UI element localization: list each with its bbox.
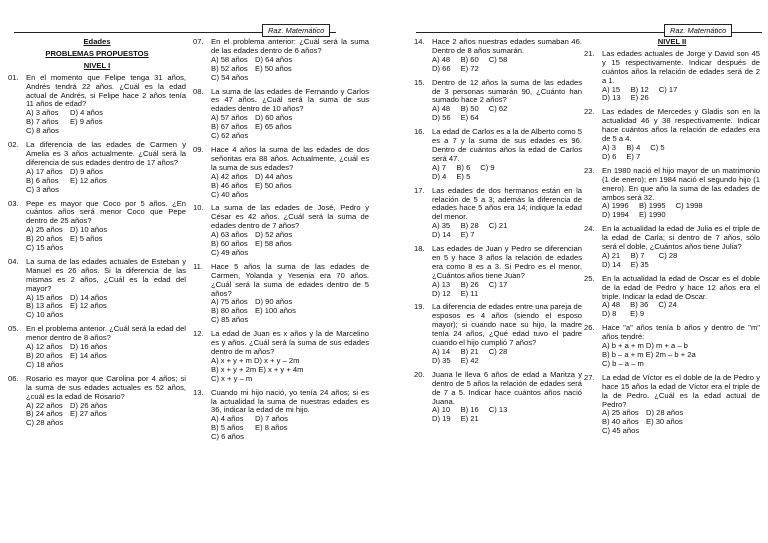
question-item — [8, 258, 186, 320]
question-item — [414, 187, 582, 240]
answer-option: A) b + a + m D) m + a – b — [602, 341, 688, 351]
answer-option: B) 4 — [626, 142, 641, 152]
question-text: Dentro de 12 años la suma de las edades de 3 personas sumarán 90, ¿Cuánto han sumado hace 2 años? — [432, 77, 582, 105]
question-item — [193, 146, 369, 199]
question-body — [211, 88, 369, 141]
answer-option: D) 10 años — [70, 225, 108, 235]
question-list — [193, 38, 369, 442]
answer-option: D) 4 años — [70, 108, 103, 118]
question-text: La suma de las edades de José, Pedro y César es 42 años. ¿Cuál será la suma de edades dentro de 7 años? — [211, 203, 369, 231]
answer-option: E) 5 años — [70, 234, 103, 244]
answer-option: D) 28 años — [646, 408, 684, 418]
question-body — [602, 225, 760, 270]
question-number: 18. — [414, 244, 425, 254]
answer-options — [602, 202, 760, 220]
question-number: 12. — [193, 329, 204, 339]
question-number: 16. — [414, 127, 425, 137]
question-item — [584, 324, 760, 369]
answer-option: B) 50 — [460, 104, 479, 114]
answer-option: A) 7 — [432, 162, 446, 172]
answer-options — [432, 56, 582, 74]
answer-options — [211, 357, 369, 384]
answer-option: B) 6 — [456, 162, 471, 172]
answer-options — [26, 343, 186, 370]
question-text: Las edades de Mercedes y Gladis son en la actualidad 46 y 38 respectivamente. Indicar hace cuántos años la relación de edades era de 5 a 4. — [602, 107, 760, 144]
header-tag: Raz. Matemático — [262, 24, 330, 37]
answer-option: A) 42 años — [211, 171, 248, 181]
answer-option: D) 14 años — [70, 292, 108, 302]
answer-option: E) 64 — [460, 113, 479, 123]
question-item — [193, 389, 369, 442]
question-item — [584, 167, 760, 220]
question-item — [193, 263, 369, 325]
question-text: La edad de Víctor es el doble de la de Pedro y hace 15 años la edad de Víctor era el triple de la de Pedro. ¿Cuál es la edad actual de Pedro? — [602, 372, 760, 409]
question-text: La suma de las edades actuales de Esteban y Manuel es 26 años. Si la diferencia de las mismas es 2 años, ¿Cuál es la edad del mayor? — [26, 256, 186, 293]
answer-option: B) 52 años — [211, 63, 248, 73]
question-number: 21. — [584, 48, 595, 58]
header-tag: Raz. Matemático — [664, 24, 732, 37]
question-number: 03. — [8, 198, 19, 208]
answer-option: A) 57 años — [211, 113, 248, 123]
question-body — [602, 50, 760, 103]
answer-option: B) 80 años — [211, 306, 248, 316]
answer-option: C) 13 — [488, 405, 508, 415]
question-body — [432, 371, 582, 424]
answer-option: D) 26 años — [70, 400, 108, 410]
answer-option: A) 14 — [432, 347, 451, 356]
question-item — [584, 108, 760, 161]
question-item — [584, 374, 760, 436]
question-body — [602, 167, 760, 220]
answer-options — [211, 56, 369, 83]
answer-option: C) 28 — [488, 347, 508, 356]
answer-option: B) 24 años — [26, 409, 63, 419]
answer-options — [602, 409, 760, 436]
right-page — [384, 0, 768, 543]
answer-option: D) 8 — [602, 309, 617, 319]
answer-option: C) 85 años — [211, 315, 249, 325]
question-item — [193, 38, 369, 83]
question-number: 27. — [584, 372, 595, 382]
answer-option: A) 3 años — [26, 108, 59, 118]
answer-option: D) 4 — [432, 171, 447, 181]
answer-option: D) 90 años — [255, 297, 293, 307]
answer-option: D) 64 años — [255, 54, 293, 64]
question-list — [8, 74, 186, 429]
answer-option: D) 12 — [432, 288, 451, 298]
answer-option: B) 60 — [460, 54, 479, 64]
answer-option: D) 6 — [602, 151, 617, 161]
answer-option: A) 13 — [432, 279, 451, 289]
question-text: Las edades de dos hermanos están en la relación de 5 a 3; además la diferencia de edades hace 5 años era 14; indique la edad del menor. — [432, 185, 582, 222]
answer-options — [602, 301, 760, 319]
answer-option: E) 30 años — [646, 417, 683, 427]
question-item — [584, 225, 760, 270]
answer-option: C) 6 años — [211, 432, 244, 442]
answer-option: E) 72 — [460, 63, 479, 73]
question-text: La diferencia de edades entre una pareja de esposos es 4 años (siendo el esposo mayor); si cuando nace su hijo, la madre tenía 24 años, ¿Qué edad tuvo el padre cuando el hijo cumplió 7 años? — [432, 302, 582, 348]
answer-option: B) 7 — [630, 250, 645, 260]
question-body — [211, 389, 369, 442]
answer-option: D) 44 años — [255, 171, 293, 181]
question-body — [26, 141, 186, 194]
answer-option: A) 15 — [602, 84, 621, 94]
answer-option: B) 40 años — [602, 417, 639, 427]
question-number: 14. — [414, 37, 425, 46]
question-body — [602, 275, 760, 320]
answer-option: D) 14 — [602, 259, 621, 269]
answer-option: D) 56 — [432, 113, 451, 123]
question-text: Juana le lleva 6 años de edad a Maritza y dentro de 5 años la relación de edades será de 7 a 5. Indicar hace cuántos años nació Juana. — [432, 369, 582, 406]
answer-option: A) 10 — [432, 405, 451, 415]
answer-option: B) 21 — [460, 347, 479, 356]
answer-option: C) 49 años — [211, 247, 249, 257]
question-list — [414, 38, 582, 424]
question-number: 04. — [8, 256, 19, 266]
answer-option: C) b – a – m — [602, 358, 644, 368]
answer-option: D) 14 — [432, 230, 451, 240]
answer-option: E) 65 años — [255, 122, 292, 132]
question-number: 10. — [193, 203, 204, 213]
answer-option: B) 20 años — [26, 351, 63, 360]
answer-options — [26, 294, 186, 321]
answer-option: C) 17 — [658, 84, 678, 94]
question-item — [584, 50, 760, 103]
question-item — [584, 275, 760, 320]
answer-option: D) 16 años — [70, 342, 108, 352]
answer-option: A) x + y + m D) x + y – 2m — [211, 355, 300, 365]
answer-options — [432, 222, 582, 240]
question-number: 11. — [193, 261, 203, 271]
answer-option: A) 1996 — [602, 201, 629, 211]
answer-options — [211, 173, 369, 200]
question-number: 23. — [584, 165, 595, 175]
question-item — [414, 245, 582, 298]
answer-option: C) 24 — [658, 300, 677, 310]
question-body — [211, 204, 369, 257]
answer-option: C) 62 — [488, 104, 508, 114]
question-body — [602, 374, 760, 436]
answer-option: A) 75 años — [211, 297, 248, 307]
answer-option: B) b – a + m E) 2m – b + 2a — [602, 350, 696, 359]
question-number: 26. — [584, 323, 595, 333]
answer-option: C) 1998 — [675, 201, 703, 211]
question-text: La edad de Juan es x años y la de Marcelino es y años. ¿Cuál será la suma de sus edades dentro de m años? — [211, 329, 369, 356]
answer-option: E) 7 — [460, 230, 475, 240]
question-item — [414, 303, 582, 365]
question-body — [432, 187, 582, 240]
question-item — [414, 38, 582, 74]
question-text: La diferencia de las edades de Carmen y Amelia es 3 años actualmente. ¿Cuál será la diferencia de sus edades dentro de 17 años? — [26, 140, 186, 167]
section-subtitle: PROBLEMAS PROPUESTOS — [45, 48, 149, 58]
answer-options — [211, 231, 369, 258]
question-body — [432, 79, 582, 124]
answer-option: D) 35 — [432, 355, 451, 365]
answer-option: A) 25 años — [602, 408, 639, 418]
question-text: Hace 5 años la suma de las edades de Carmen, Yolanda y Yesenia era 70 años. ¿Cuál será la suma de edades dentro de 5 años? — [211, 261, 369, 298]
answer-options — [602, 144, 760, 162]
answer-option: B) 28 — [460, 221, 479, 231]
answer-option: C) 8 años — [26, 126, 59, 136]
question-text: En 1980 nació el hijo mayor de un matrimonio (1 de enero); en 1984 nació el segundo hijo (1 enero). En que año la suma de las edades de ambos será 32. — [602, 165, 760, 202]
question-number: 06. — [8, 373, 19, 383]
question-text: En el problema anterior. ¿Cuál será la edad del menor dentro de 8 años? — [26, 324, 186, 343]
answer-option: E) 5 — [456, 171, 471, 181]
answer-option: E) 21 — [460, 414, 479, 424]
question-text: Las edades actuales de Jorge y David son 45 y 15 respectivamente. Indicar después de cuántos años la relación de edades será de 2 a 1. — [602, 48, 760, 85]
question-number: 05. — [8, 324, 19, 334]
answer-option: C) 5 — [650, 142, 665, 152]
answer-option: A) 48 — [432, 54, 451, 64]
answer-option: C) x + y – m — [211, 373, 253, 383]
answer-option: A) 48 — [432, 104, 451, 114]
question-text: En el momento que Felipe tenga 31 años, Andrés tendrá 22 años. ¿Cuál es la edad actual de Andrés, si Felipe hace 2 años tenía 11 años de edad? — [26, 72, 186, 109]
question-item — [193, 330, 369, 383]
answer-option: C) 18 años — [26, 359, 64, 369]
question-item — [414, 79, 582, 124]
answer-option: C) 21 — [488, 221, 508, 231]
answer-option: E) 11 — [460, 288, 479, 298]
answer-option: B) 46 años — [211, 180, 248, 190]
question-body — [26, 325, 186, 370]
question-item — [193, 204, 369, 257]
answer-option: B) 12 — [630, 84, 649, 94]
question-body — [26, 200, 186, 253]
answer-options — [211, 415, 369, 442]
question-number: 08. — [193, 86, 204, 96]
question-item — [8, 74, 186, 136]
question-number: 13. — [193, 387, 204, 397]
question-number: 02. — [8, 140, 19, 150]
question-body — [211, 263, 369, 325]
answer-option: E) 58 años — [255, 239, 292, 249]
answer-option: B) 13 años — [26, 301, 63, 311]
answer-option: D) 52 años — [255, 230, 293, 240]
question-body — [211, 38, 369, 83]
question-number: 15. — [414, 77, 425, 87]
question-text: Hace "a" años tenía b años y dentro de "m" años tendré: — [602, 323, 760, 342]
answer-option: D) 19 — [432, 414, 451, 424]
answer-option: A) 35 — [432, 221, 451, 231]
question-number: 19. — [414, 302, 425, 312]
answer-option: E) 26 — [630, 93, 649, 103]
question-body — [432, 38, 582, 74]
question-body — [211, 146, 369, 199]
answer-option: E) 35 — [630, 259, 649, 269]
question-item — [8, 325, 186, 370]
question-text: La edad de Carlos es a la de Alberto como 5 es a 7 y la suma de sus edades es 96. Dentro de cuántos años la edad de Carlos será 47. — [432, 127, 582, 163]
answer-options — [26, 168, 186, 195]
answer-option: B) x + y + 2m E) x + y + 4m — [211, 364, 304, 374]
question-item — [414, 371, 582, 424]
answer-option: C) 28 años — [26, 418, 64, 428]
answer-options — [211, 114, 369, 141]
question-text: Las edades de Juan y Pedro se diferencian en 5 y hace 3 años la relación de edades era como 8 es a 3. Si Pedro es el menor, ¿Cuántos años tiene Juan? — [432, 244, 582, 280]
answer-option: B) 26 — [460, 279, 479, 289]
answer-option: B) 67 años — [211, 122, 248, 132]
answer-option: E) 8 años — [255, 423, 288, 433]
question-item — [193, 88, 369, 141]
answer-options — [432, 164, 582, 182]
answer-option: A) 63 años — [211, 230, 248, 240]
answer-options — [602, 342, 760, 369]
answer-option: A) 58 años — [211, 54, 248, 64]
answer-option: D) 7 años — [255, 414, 288, 424]
answer-option: E) 50 años — [255, 180, 292, 190]
answer-option: B) 36 — [630, 300, 649, 310]
answer-options — [602, 252, 760, 270]
column-1 — [8, 38, 186, 433]
question-number: 24. — [584, 224, 595, 234]
question-item — [8, 200, 186, 253]
question-text: Hace 2 años nuestras edades sumaban 46. Dentro de 8 años sumarán. — [432, 37, 582, 55]
question-number: 25. — [584, 273, 595, 283]
answer-option: B) 1995 — [639, 201, 666, 211]
question-number: 07. — [193, 37, 204, 46]
answer-option: E) 9 — [630, 309, 645, 319]
column-4 — [584, 38, 760, 441]
question-body — [602, 108, 760, 161]
answer-option: D) 60 años — [255, 113, 293, 123]
answer-option: B) 5 años — [211, 423, 244, 433]
answer-option: E) 7 — [626, 151, 641, 161]
answer-options — [432, 105, 582, 123]
question-number: 22. — [584, 107, 595, 117]
question-number: 01. — [8, 72, 19, 82]
column-2 — [193, 38, 369, 447]
question-list — [584, 50, 760, 436]
answer-option: A) 21 — [602, 250, 621, 260]
answer-option: C) 54 años — [211, 72, 249, 82]
answer-option: A) 17 años — [26, 166, 63, 176]
answer-option: A) 12 años — [26, 342, 63, 352]
answer-option: E) 50 años — [255, 63, 292, 73]
question-number: 09. — [193, 144, 204, 154]
question-body — [432, 303, 582, 365]
question-body — [432, 128, 582, 181]
level-heading: NIVEL I — [83, 60, 111, 70]
answer-option: E) 1990 — [639, 210, 666, 220]
answer-option: C) 3 años — [26, 184, 59, 194]
answer-options — [26, 402, 186, 429]
answer-option: E) 27 años — [70, 409, 107, 419]
answer-option: C) 62 años — [211, 131, 249, 141]
answer-option: E) 9 años — [70, 117, 103, 127]
answer-option: C) 28 — [658, 250, 678, 260]
answer-option: C) 45 años — [602, 426, 640, 436]
page-title: Edades — [83, 37, 111, 46]
question-body — [211, 330, 369, 383]
answer-option: E) 12 años — [70, 301, 107, 311]
answer-option: A) 22 años — [26, 400, 63, 410]
answer-options — [211, 298, 369, 325]
question-text: En la actualidad la edad de Julia es el triple de la edad de Carla; si dentro de 7 años, sólo será el doble, ¿Cuántos años tiene Julia? — [602, 224, 760, 252]
question-number: 20. — [414, 369, 425, 379]
answer-option: E) 100 años — [255, 306, 296, 316]
answer-options — [432, 348, 582, 366]
answer-option: B) 6 años — [26, 175, 59, 185]
level-heading: NIVEL II — [657, 37, 687, 46]
answer-option: A) 25 años — [26, 225, 63, 235]
answer-option: E) 42 — [460, 355, 479, 365]
question-body — [26, 258, 186, 320]
question-body — [26, 74, 186, 136]
answer-option: D) 9 años — [70, 166, 103, 176]
answer-option: B) 60 años — [211, 239, 248, 249]
answer-option: A) 48 — [602, 300, 621, 310]
answer-options — [432, 281, 582, 299]
answer-option: D) 13 — [602, 93, 621, 103]
answer-option: C) 10 años — [26, 310, 64, 320]
answer-options — [602, 86, 760, 104]
question-text: En el problema anterior: ¿Cuál será la suma de las edades dentro de 6 años? — [211, 37, 369, 55]
question-text: Cuando mi hijo nació, yo tenía 24 años; si es la actualidad la suma de nuestras edades es 36, indicar la edad de mi hijo. — [211, 387, 369, 415]
answer-options — [26, 109, 186, 136]
answer-option: C) 58 — [488, 54, 508, 64]
question-text: Hace 4 años la suma de las edades de dos señoritas era 88 años. Actualmente, ¿cuál es la suma de sus edades? — [211, 144, 369, 172]
question-body — [432, 245, 582, 298]
answer-option: B) 20 años — [26, 234, 63, 244]
question-body — [26, 375, 186, 428]
question-item — [8, 141, 186, 194]
answer-option: A) 4 años — [211, 414, 244, 424]
answer-option: E) 12 años — [70, 175, 107, 185]
answer-option: C) 40 años — [211, 189, 249, 199]
answer-options — [26, 226, 186, 253]
answer-option: B) 16 — [460, 405, 479, 415]
answer-option: C) 9 — [480, 162, 495, 172]
answer-option: C) 15 años — [26, 243, 64, 253]
answer-option: E) 14 años — [70, 351, 107, 360]
answer-options — [432, 406, 582, 424]
question-text: En la actualidad la edad de Oscar es el doble de la edad de Pedro y hace 12 años era el triple. Indicar la edad de Oscar. — [602, 273, 760, 301]
answer-option: D) 1994 — [602, 210, 630, 220]
answer-option: C) 17 — [488, 279, 508, 289]
answer-option: B) 7 años — [26, 117, 59, 127]
question-text: Pepe es mayor que Coco por 5 años. ¿En cuántos años será menor Coco que Pepe dentro de 25 años? — [26, 198, 186, 226]
answer-option: A) 3 — [602, 142, 616, 152]
answer-option: D) 66 — [432, 63, 451, 73]
answer-option: A) 15 años — [26, 292, 63, 302]
question-item — [414, 128, 582, 181]
question-item — [8, 375, 186, 428]
question-text: La suma de las edades de Fernando y Carlos es 47 años. ¿Cuál será la suma de sus edades dentro de 10 años? — [211, 86, 369, 114]
question-body — [602, 324, 760, 369]
question-text: Rosario es mayor que Carolina por 4 años; si la suma de sus edades actuales es 52 años, ¿cuál es la edad de Rosario? — [26, 373, 186, 401]
column-3 — [414, 38, 582, 429]
question-number: 17. — [414, 185, 425, 195]
